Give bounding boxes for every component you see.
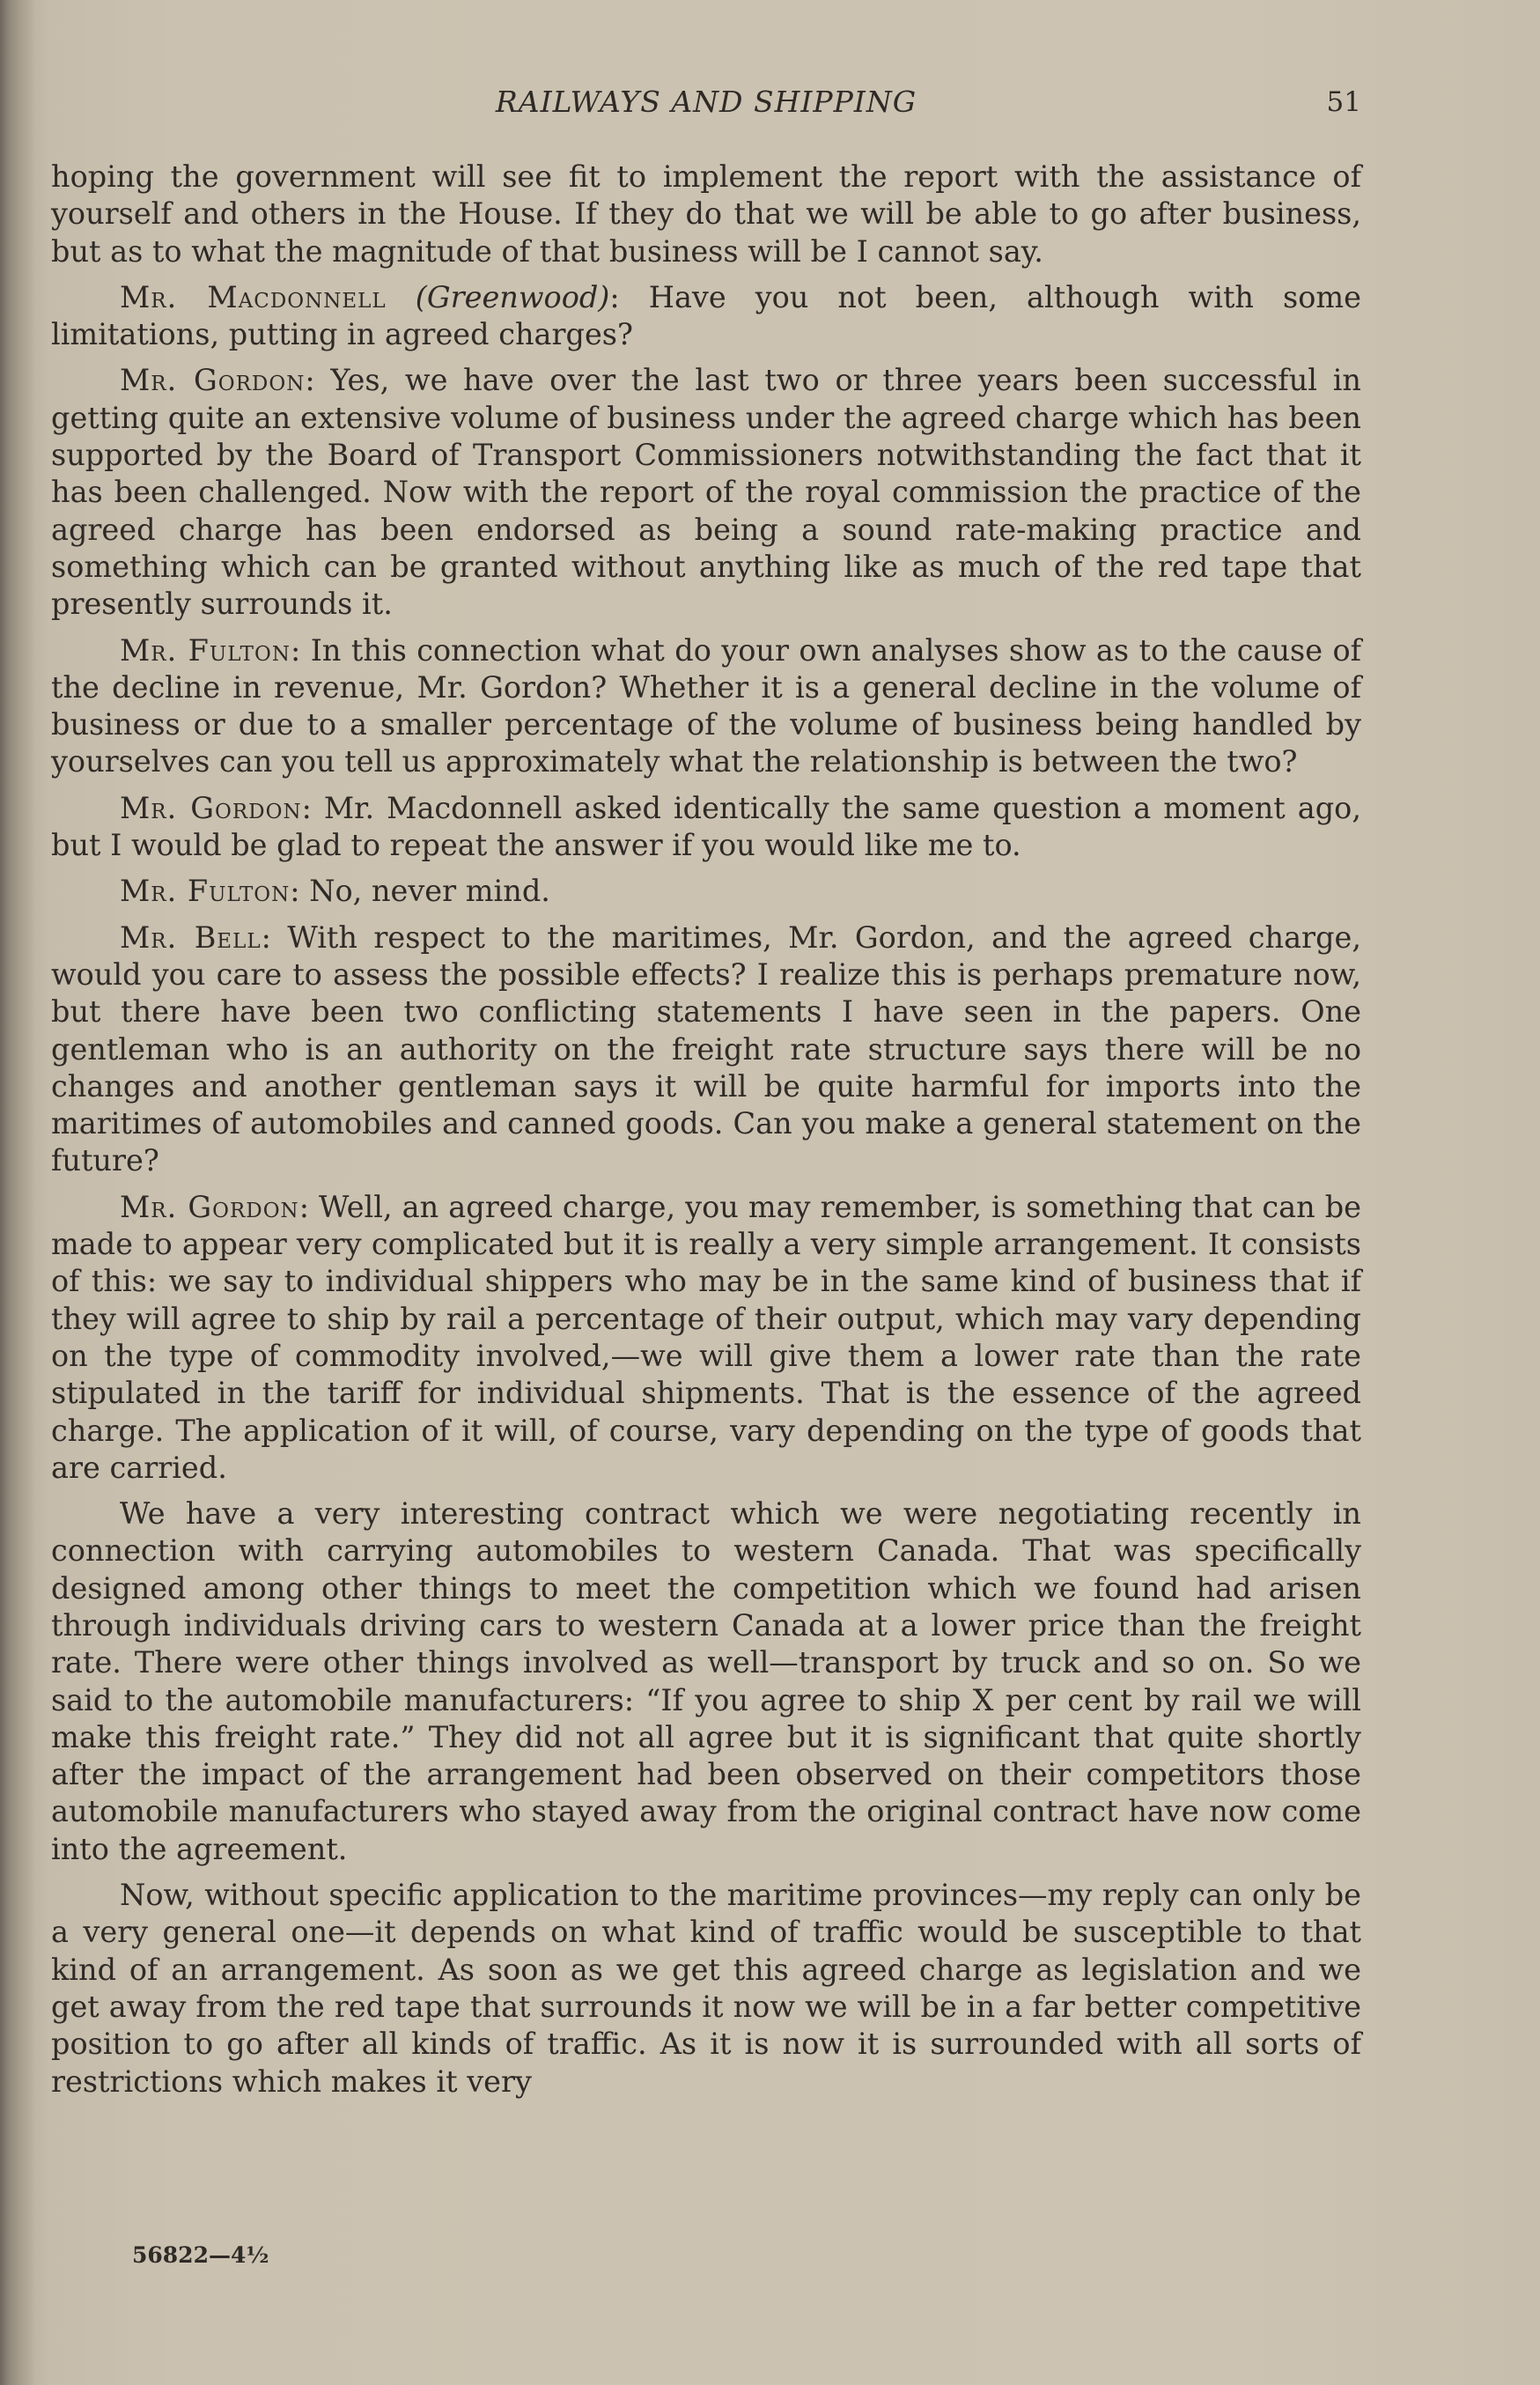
speaker-name: Mr. Fulton	[120, 632, 291, 668]
page-number: 51	[1326, 86, 1361, 118]
paragraph-text: hoping the government will see fit to implement the report with the assistance of yourself and others in the House. If they do that we will be able to go after business, but as to what the magnitude of that business will be I cannot say.	[51, 159, 1361, 269]
paragraph-9	[51, 1495, 1361, 1868]
paragraph-text: : With respect to the maritimes, Mr. Gordon, and the agreed charge, would you care to assess the possible effects? I realize this is perhaps premature now, but there have been two conflicting statements I have seen in the papers. One gentleman who is an authority on the freight rate structure says there will be no changes and another gentleman says it will be quite harmful for imports into the maritimes of automobiles and canned goods. Can you make a general statement on the future?	[51, 919, 1361, 1178]
paragraph-10	[51, 1877, 1361, 2101]
speaker-name: Mr. Bell	[120, 919, 262, 955]
paragraph-text: Now, without specific application to the maritime provinces—my reply can only be a very general one—it depends on what kind of traffic would be susceptible to that kind of an arrangement. As soon as we get this agreed charge as legislation and we get away from the red tape that surrounds it now we will be in a far better competitive position to go after all kinds of traffic. As it is now it is surrounded with all sorts of restrictions which makes it very	[51, 1878, 1361, 2099]
paragraph-text: : In this connection what do your own analyses show as to the cause of the decline in revenue, Mr. Gordon? Whether it is a general decline in the volume of business or due to a smaller percentage of the volume of business being handled by yourselves can you tell us approximately what the relationship is between the two?	[51, 632, 1362, 779]
paragraph-2	[51, 279, 1361, 354]
paragraph-text: : Mr. Macdonnell asked identically the same question a moment ago, but I would be glad to repeat the answer if you would like me to.	[51, 790, 1361, 863]
printer-signature-mark: 56822—4½	[132, 2242, 269, 2268]
speaker-riding: (Greenwood)	[415, 279, 610, 314]
paragraph-7	[51, 919, 1361, 1180]
paragraph-text: : Well, an agreed charge, you may remember, is something that can be made to appear very complicated but it is really a very simple arrangement. It consists of this: we say to individual shippers who may be in the same kind of business that if they will agree to ship by rail a percentage of their output, which may vary depending on the type of commodity involved,—we will give them a lower rate than the rate stipulated in the tariff for individual shipments. That is the essence of the agreed charge. The application of it will, of course, vary depending on the type of goods that are carried.	[51, 1189, 1362, 1485]
paragraph-1	[51, 159, 1361, 270]
paragraph-text: : Yes, we have over the last two or three years been successful in getting quite an extensive volume of business under the agreed charge which has been supported by the Board of Transport Commissioners notwithstanding the fact that it has been challenged. Now with the report of the royal commission the practice of the agreed charge has been endorsed as being a sound rate-making practice and something which can be granted without anything like as much of the red tape that presently surrounds it.	[51, 363, 1361, 622]
paragraph-text: We have a very interesting contract which we were negotiating recently in connection with carrying automobiles to western Canada. That was specifically designed among other things to meet the competition which we found had arisen through individuals driving cars to western Canada at a lower price than the freight rate. There were other things involved as well—transport by truck and so on. So we said to the automobile manufacturers: “If you agree to ship X per cent by rail we will make this freight rate.” They did not all agree but it is significant that quite shortly after the impact of the arrangement had been observed on their competitors those automobile manufacturers who stayed away from the original contract have now come into the agreement.	[51, 1496, 1361, 1866]
paragraph-text: : Have you not been, although with some limitations, putting in agreed charges?	[51, 279, 1362, 352]
paragraph-4	[51, 632, 1361, 781]
book-binding-edge	[0, 0, 35, 2385]
speaker-name: Mr. Gordon	[120, 790, 302, 825]
page-header	[51, 85, 1361, 129]
paragraph-8	[51, 1189, 1361, 1487]
paragraph-3	[51, 362, 1361, 623]
speaker-name: Mr. Gordon	[120, 363, 306, 398]
paragraph-text: : No, never mind.	[290, 874, 550, 909]
paragraph-5	[51, 790, 1361, 865]
speaker-name: Mr. Gordon	[120, 1189, 299, 1224]
paragraph-6	[51, 873, 1361, 910]
speaker-name: Mr. Macdonnell	[120, 279, 387, 314]
body-text	[51, 159, 1361, 2109]
running-head: RAILWAYS AND SHIPPING	[495, 85, 917, 119]
speaker-name: Mr. Fulton	[120, 874, 291, 909]
